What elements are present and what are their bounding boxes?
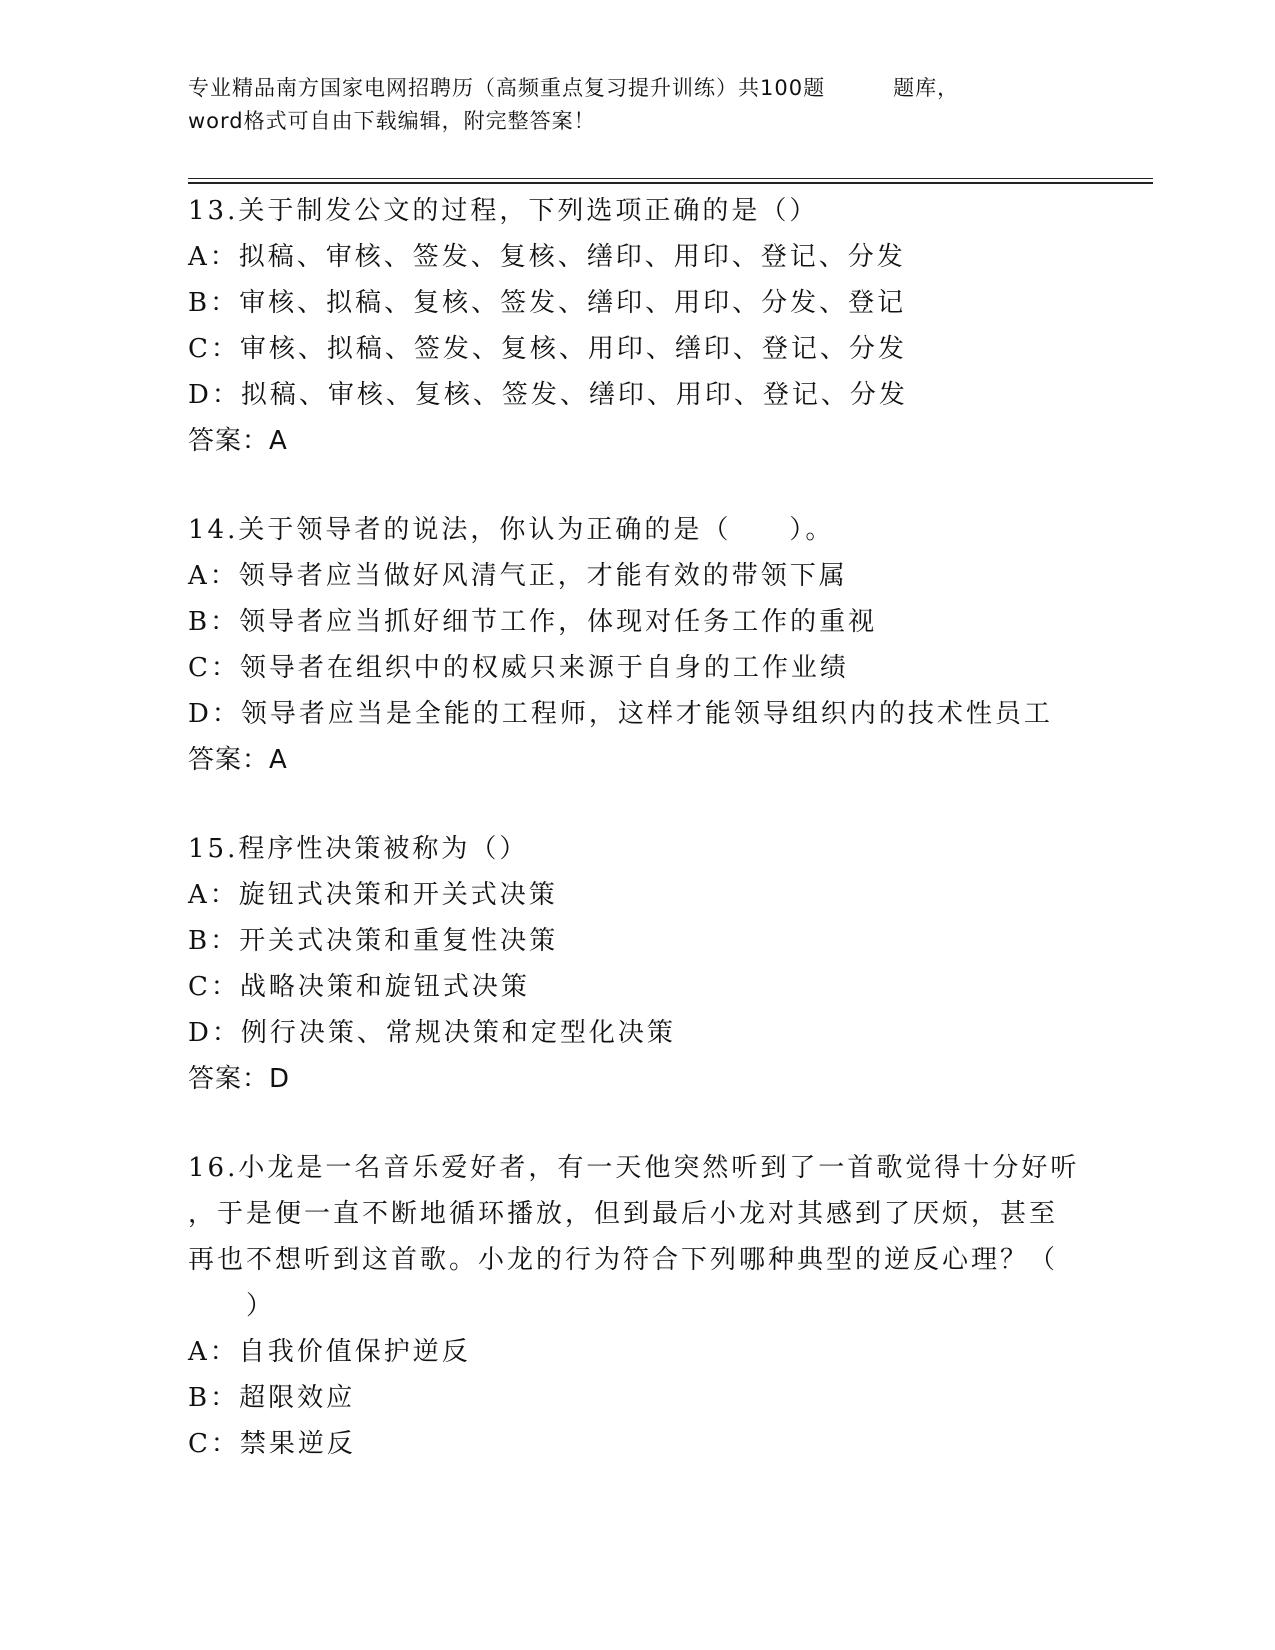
option-a: A：自我价值保护逆反 bbox=[188, 1337, 471, 1367]
header-line-1 bbox=[188, 72, 1068, 105]
question-13 bbox=[188, 188, 1088, 464]
question-stem-line: ） bbox=[188, 1291, 276, 1321]
option-d: D：领导者应当是全能的工程师，这样才能领导组织内的技术性员工 bbox=[188, 699, 1053, 729]
question-stem-line: ，于是便一直不断地循环播放，但到最后小龙对其感到了厌烦，甚至 bbox=[188, 1199, 1059, 1229]
header-title-suffix: 题库， bbox=[893, 76, 960, 100]
question-stem: 13.关于制发公文的过程，下列选项正确的是（） bbox=[188, 196, 819, 226]
question-15 bbox=[188, 826, 1088, 1102]
question-14 bbox=[188, 507, 1088, 783]
header-divider-thick bbox=[188, 182, 1153, 184]
question-stem: 14.关于领导者的说法，你认为正确的是（ ）。 bbox=[188, 515, 835, 545]
answer: 答案：D bbox=[188, 1064, 291, 1094]
option-c: C：领导者在组织中的权威只来源于自身的工作业绩 bbox=[188, 653, 849, 683]
option-d: D：拟稿、审核、复核、签发、缮印、用印、登记、分发 bbox=[188, 380, 908, 410]
option-d: D：例行决策、常规决策和定型化决策 bbox=[188, 1018, 676, 1048]
header-line-2: word格式可自由下载编辑，附完整答案！ bbox=[188, 109, 596, 133]
question-stem: 15.程序性决策被称为（） bbox=[188, 834, 529, 864]
answer: 答案：A bbox=[188, 745, 288, 775]
option-b: B：超限效应 bbox=[188, 1383, 356, 1413]
question-stem-line: 16.小龙是一名音乐爱好者，有一天他突然听到了一首歌觉得十分好听 bbox=[188, 1153, 1080, 1183]
header-title: 专业精品南方国家电网招聘历（高频重点复习提升训练）共100题 bbox=[188, 76, 826, 100]
option-c: C：审核、拟稿、签发、复核、用印、缮印、登记、分发 bbox=[188, 334, 907, 364]
document-header bbox=[188, 72, 1068, 138]
header-divider-thin bbox=[188, 178, 1153, 179]
answer: 答案：A bbox=[188, 426, 288, 456]
question-stem-line: 再也不想听到这首歌。小龙的行为符合下列哪种典型的逆反心理？（ bbox=[188, 1245, 1059, 1275]
option-b: B：开关式决策和重复性决策 bbox=[188, 926, 559, 956]
option-a: A：旋钮式决策和开关式决策 bbox=[188, 880, 558, 910]
option-b: B：领导者应当抓好细节工作，体现对任务工作的重视 bbox=[188, 607, 878, 637]
question-16 bbox=[188, 1145, 1088, 1467]
option-c: C：战略决策和旋钮式决策 bbox=[188, 972, 530, 1002]
option-a: A：拟稿、审核、签发、复核、缮印、用印、登记、分发 bbox=[188, 242, 906, 272]
option-c: C：禁果逆反 bbox=[188, 1429, 356, 1459]
option-b: B：审核、拟稿、复核、签发、缮印、用印、分发、登记 bbox=[188, 288, 907, 318]
question-list bbox=[188, 188, 1088, 1467]
option-a: A：领导者应当做好风清气正，才能有效的带领下属 bbox=[188, 561, 848, 591]
